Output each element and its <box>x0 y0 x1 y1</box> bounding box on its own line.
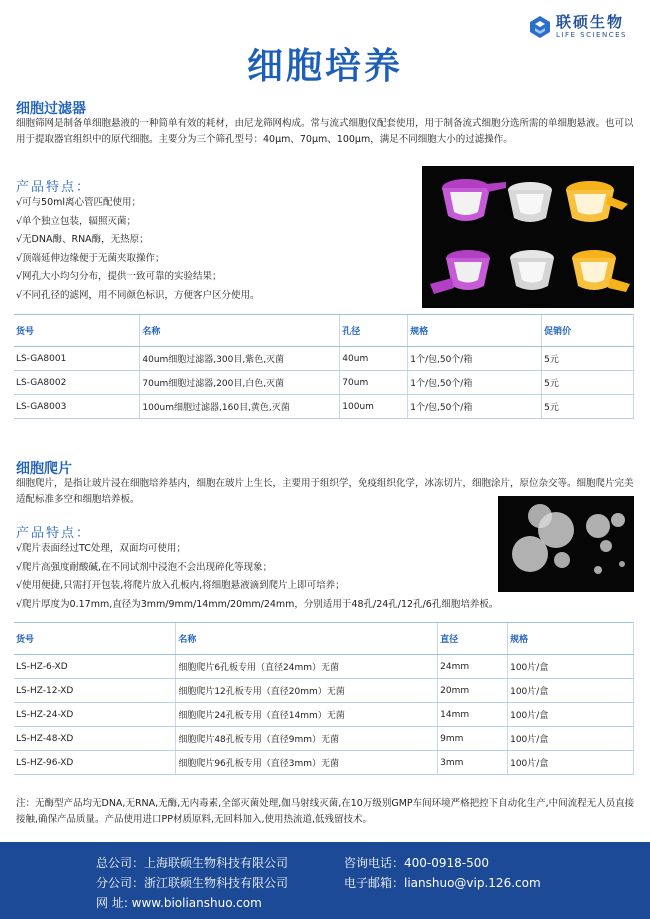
coverslip-product-photo <box>498 496 634 592</box>
table-cell: 100片/盒 <box>508 703 634 727</box>
table-cell: 1个/包,50个/箱 <box>408 395 542 419</box>
strainer-spec-table <box>14 314 634 419</box>
strainer-heading: 细胞过滤器 <box>16 101 86 117</box>
list-item: √爬片厚度为0.17mm,直径为3mm/9mm/14mm/20mm/24mm，分别适用于48孔/24孔/12孔/6孔细胞培养板。 <box>16 598 499 610</box>
coverslip-spec-table <box>14 622 634 775</box>
list-item: √使用便捷,只需打开包装,将爬片放入孔板内,将细胞悬液滴到爬片上即可培养； <box>16 580 345 591</box>
table-cell: 70um <box>340 371 408 395</box>
table-cell: 100片/盒 <box>508 751 634 775</box>
table-cell: 5元 <box>542 395 634 419</box>
table-cell: LS-HZ-96-XD <box>14 751 176 775</box>
column-header: 货号 <box>14 315 140 347</box>
list-item: √网孔大小均匀分布，提供一致可靠的实验结果； <box>16 271 222 282</box>
table-cell: 70um细胞过滤器,200目,白色,灭菌 <box>140 371 340 395</box>
table-cell: 20mm <box>438 679 508 703</box>
table-cell: LS-GA8001 <box>14 347 140 371</box>
strainer-features-title: 产品特点： <box>16 180 92 195</box>
website-link[interactable]: 网 址: www.biolianshuo.com <box>96 896 262 910</box>
list-item: √单个独立包装，辐照灭菌； <box>16 215 137 227</box>
table-row <box>14 395 634 419</box>
column-header: 名称 <box>140 315 340 347</box>
table-cell: LS-GA8003 <box>14 395 140 419</box>
table-cell: 100um细胞过滤器,160目,黄色,灭菌 <box>140 395 340 419</box>
list-item: √可与50ml离心管匹配使用； <box>16 197 142 208</box>
strainer-yellow-top <box>566 181 628 222</box>
table-row <box>14 727 634 751</box>
cell-strainer-illustration <box>422 166 634 308</box>
strainer-purple-top <box>442 179 506 221</box>
table-cell: 5元 <box>542 371 634 395</box>
table-cell: LS-HZ-24-XD <box>14 703 176 727</box>
table-cell: 40um细胞过滤器,300目,紫色,灭菌 <box>140 347 340 371</box>
table-cell: 5元 <box>542 347 634 371</box>
column-header: 规格 <box>508 623 634 655</box>
column-header: 名称 <box>176 623 438 655</box>
coverslip-illustration <box>498 496 634 592</box>
page-title: 细胞培养 <box>246 46 403 87</box>
table-cell: 细胞爬片24孔板专用（直径14mm）无菌 <box>176 703 438 727</box>
table-row <box>14 347 634 371</box>
table-cell: 细胞爬片12孔板专用（直径20mm）无菌 <box>176 679 438 703</box>
list-item: √无DNA酶、RNA酶，无热原； <box>16 234 149 245</box>
table-cell: 100um <box>340 395 408 419</box>
strainer-purple-bottom <box>430 250 490 294</box>
table-row <box>14 371 634 395</box>
list-item: √顶端延伸边缘便于无菌夹取操作； <box>16 252 165 264</box>
brand-tagline: LIFE SCIENCES <box>556 31 627 39</box>
table-cell: 100片/盒 <box>508 655 634 679</box>
footnote: 注：无酶型产品均无DNA,无RNA,无酶,无内毒素,全部灭菌处理,伽马射线灭菌,在10万级别GMP车间环境严格把控下自动化生产,中间流程无人员直接接触,确保产品质量。产品使用进口PP材质原料,无回料加入,使用热流道,低残留技术。 <box>16 798 635 825</box>
coverslip-features-list <box>16 540 498 614</box>
phone-number: 咨询电话：400-0918-500 <box>344 856 490 870</box>
table-row <box>14 655 634 679</box>
column-header: 规格 <box>408 315 542 347</box>
table-header-row <box>14 623 634 655</box>
brand-logo <box>528 14 627 40</box>
list-item: √爬片高强度耐酸碱,在不同试剂中浸泡不会出现碎化等现象； <box>16 561 273 573</box>
hq-company: 总公司：上海联硕生物科技有限公司 <box>96 856 289 870</box>
table-cell: 细胞爬片96孔板专用（直径3mm）无菌 <box>176 751 438 775</box>
brand-mark-icon <box>528 15 552 39</box>
table-cell: 细胞爬片48孔板专用（直径9mm）无菌 <box>176 727 438 751</box>
table-cell: LS-HZ-12-XD <box>14 679 176 703</box>
coverslip-features-title: 产品特点： <box>16 526 92 541</box>
table-cell: 100片/盒 <box>508 679 634 703</box>
table-row <box>14 751 634 775</box>
strainer-yellow-bottom <box>572 250 630 292</box>
column-header: 直径 <box>438 623 508 655</box>
table-cell: LS-HZ-48-XD <box>14 727 176 751</box>
column-header: 货号 <box>14 623 176 655</box>
table-header-row <box>14 315 634 347</box>
column-header: 孔径 <box>340 315 408 347</box>
contact-footer <box>0 842 650 919</box>
strainer-white-top <box>508 182 552 222</box>
table-row <box>14 679 634 703</box>
strainer-features-list <box>16 194 260 305</box>
table-cell: 100片/盒 <box>508 727 634 751</box>
table-cell: LS-GA8002 <box>14 371 140 395</box>
email-address[interactable]: 电子邮箱：lianshuo@vip.126.com <box>344 876 541 890</box>
list-item: √不同孔径的滤网，用不同颜色标识，方便客户区分使用。 <box>16 289 260 301</box>
table-cell: 24mm <box>438 655 508 679</box>
strainer-product-photo <box>422 166 634 308</box>
coverslip-description: 细胞爬片，是指让玻片浸在细胞培养基内，细胞在玻片上生长，主要用于组织学，免疫组织化学，冰冻切片，细胞涂片，原位杂交等。细胞爬片完美适配标准多空和细胞培养板。 <box>16 478 634 505</box>
strainer-white-bottom <box>510 250 554 290</box>
table-row <box>14 703 634 727</box>
table-cell: 1个/包,50个/箱 <box>408 347 542 371</box>
table-cell: 1个/包,50个/箱 <box>408 371 542 395</box>
table-cell: LS-HZ-6-XD <box>14 655 176 679</box>
column-header: 促销价 <box>542 315 634 347</box>
table-cell: 细胞爬片6孔板专用（直径24mm）无菌 <box>176 655 438 679</box>
table-cell: 14mm <box>438 703 508 727</box>
table-cell: 9mm <box>438 727 508 751</box>
list-item: √爬片表面经过TC处理，双面均可使用； <box>16 543 186 554</box>
branch-company: 分公司：浙江联硕生物科技有限公司 <box>96 876 289 890</box>
table-cell: 40um <box>340 347 408 371</box>
brand-name: 联硕生物 <box>556 13 625 31</box>
coverslip-heading: 细胞爬片 <box>16 461 72 477</box>
table-cell: 3mm <box>438 751 508 775</box>
strainer-description: 细胞筛网是制备单细胞悬液的一种简单有效的耗材，由尼龙筛网构成。常与流式细胞仪配套使用，用于制备流式细胞分选所需的单细胞悬液。也可以用于提取器官组织中的原代细胞。主要分为三个筛孔型号：40μm、70μm、100μm，满足不同细胞大小的过滤操作。 <box>16 118 634 145</box>
